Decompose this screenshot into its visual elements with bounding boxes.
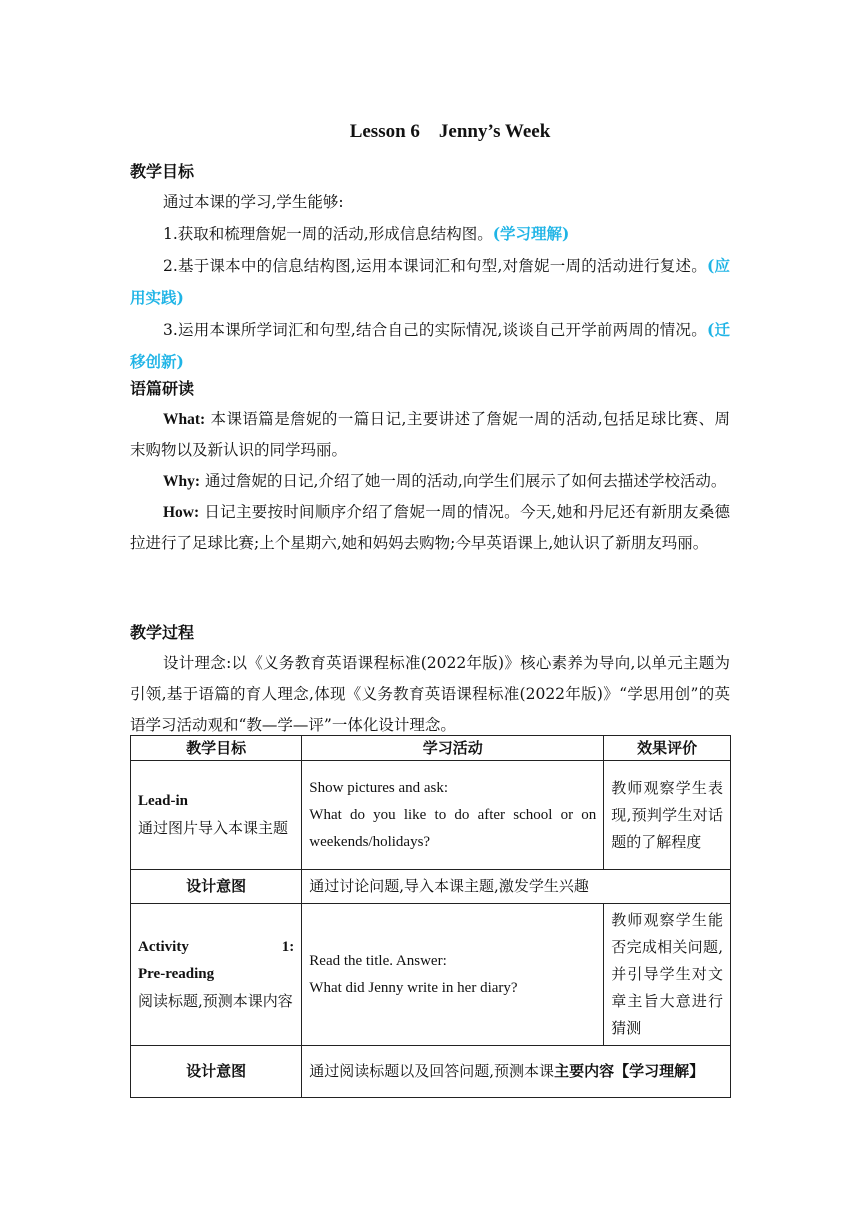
how-label: How: (163, 504, 200, 521)
header-cell: 学习活动 (302, 736, 604, 761)
lesson-title: Lesson 6 Jenny’s Week (349, 121, 551, 142)
intent-text: 通过阅读标题以及回答问题,预测本课 (309, 1062, 555, 1080)
intent-text: 通过讨论问题,导入本课主题,激发学生兴趣 (302, 870, 731, 904)
intent-cell (302, 1046, 731, 1098)
activity-cell (302, 761, 604, 870)
goal-label: Lead-in (138, 793, 189, 809)
activity-line: Show pictures and ask: (309, 779, 449, 796)
activity-line: What do you like to do after school or on weekends/holidays? (309, 806, 597, 850)
section-heading: 语篇研读 (130, 379, 195, 398)
evaluation-cell: 教师观察学生表现,预判学生对话题的了解程度 (604, 761, 731, 870)
objective-text: 3.运用本课所学词汇和句型,结合自己的实际情况,谈谈自己开学前两周的情况。 (163, 321, 707, 339)
design-concept: 设计理念:以《义务教育英语课程标准(2022年版)》核心素养为导向,以单元主题为引领,基于语篇的育人理念,体现《义务教育英语课程标准(2022年版)》“学思用创”的英语学习活动观和“教—学—评”一体化设计理念。 (130, 654, 730, 734)
evaluation-cell: 教师观察学生能否完成相关问题,并引导学生对文章主旨大意进行猜测 (604, 904, 731, 1046)
what-paragraph (130, 404, 730, 466)
intent-bold-text: 主要内容【学习理解】 (554, 1062, 705, 1080)
table-row (131, 870, 731, 904)
section-teaching-process (130, 617, 730, 741)
objectives-intro: 通过本课的学习,学生能够: (163, 193, 344, 211)
table-row (131, 904, 731, 1046)
header-cell: 教学目标 (131, 736, 302, 761)
header-cell: 效果评价 (604, 736, 731, 761)
intent-label: 设计意图 (131, 1046, 302, 1098)
section-objectives (130, 156, 730, 378)
activity-line: Read the title. Answer: (309, 952, 447, 969)
table-row (131, 1046, 731, 1098)
what-label: What: (163, 411, 206, 428)
intent-label: 设计意图 (131, 870, 302, 904)
activity-line: What did Jenny write in her diary? (309, 979, 518, 996)
objective-tag: (学习理解) (492, 224, 570, 243)
activity-cell (302, 904, 604, 1046)
why-label: Why: (163, 473, 201, 490)
objective-item (130, 250, 730, 314)
why-paragraph (130, 466, 730, 497)
what-text: 本课语篇是詹妮的一篇日记,主要讲述了詹妮一周的活动,包括足球比赛、周末购物以及新认识的同学玛丽。 (130, 410, 730, 459)
how-paragraph (130, 497, 730, 559)
goal-label: Pre-reading (138, 966, 215, 982)
table-row (131, 761, 731, 870)
goal-label-line (138, 934, 294, 961)
lesson-table (130, 735, 731, 1098)
objective-item (130, 314, 730, 378)
objective-text: 1.获取和梳理詹妮一周的活动,形成信息结构图。 (163, 225, 493, 243)
why-text: 通过詹妮的日记,介绍了她一周的活动,向学生们展示了如何去描述学校活动。 (204, 472, 727, 490)
goal-label-number: 1: (281, 939, 295, 955)
goal-text: 通过图片导入本课主题 (138, 819, 289, 837)
goal-cell (131, 904, 302, 1046)
how-text: 日记主要按时间顺序介绍了詹妮一周的情况。今天,她和丹尼还有新朋友桑德拉进行了足球比赛;上个星期六,她和妈妈去购物;今早英语课上,她认识了新朋友玛丽。 (130, 503, 730, 552)
section-heading: 教学过程 (130, 623, 195, 642)
table-header-row (131, 736, 731, 761)
section-heading: 教学目标 (130, 162, 195, 181)
goal-cell (131, 761, 302, 870)
objective-item (130, 218, 730, 250)
goal-label: Activity (138, 939, 189, 955)
objective-tag: (应用实践) (130, 256, 730, 307)
objective-text: 2.基于课本中的信息结构图,运用本课词汇和句型,对詹妮一周的活动进行复述。 (163, 257, 707, 275)
goal-text: 阅读标题,预测本课内容 (138, 992, 293, 1010)
section-text-analysis (130, 373, 730, 559)
objective-tag: (迁移创新) (130, 320, 730, 371)
